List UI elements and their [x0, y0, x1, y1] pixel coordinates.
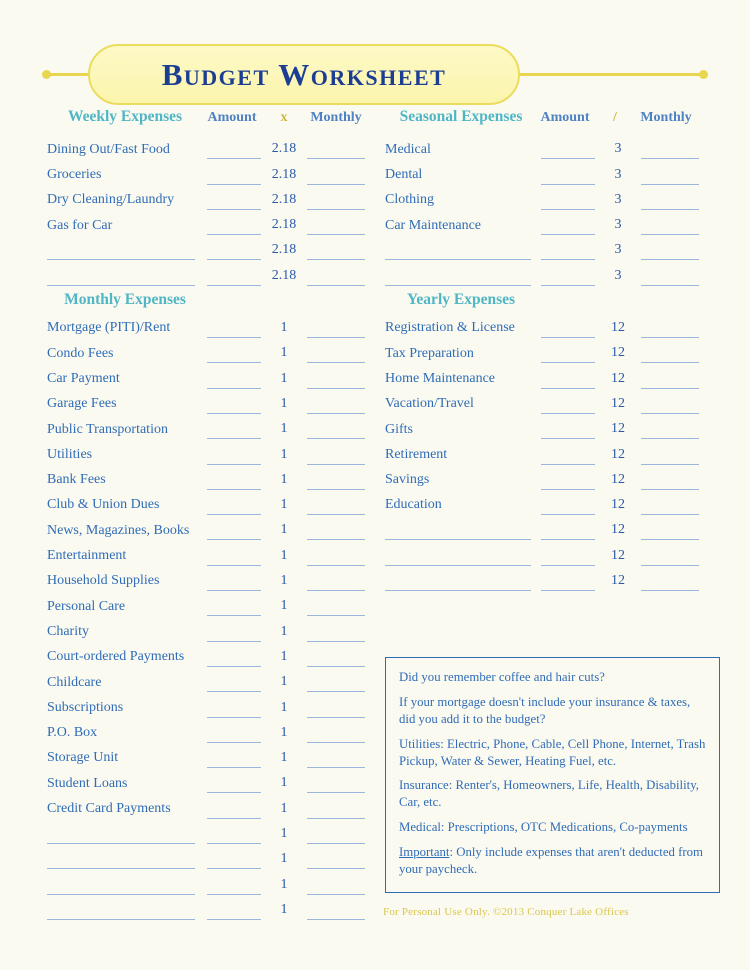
- amount-field-line[interactable]: [541, 322, 595, 338]
- expense-label: Groceries: [47, 166, 102, 182]
- expense-label: Utilities: [47, 446, 93, 462]
- amount-field-line[interactable]: [207, 752, 261, 768]
- monthly-field-line[interactable]: [307, 347, 365, 363]
- expense-row: [385, 363, 701, 388]
- multiplier-value: 12: [611, 446, 625, 462]
- monthly-field-line[interactable]: [307, 219, 365, 235]
- expense-row: [47, 768, 367, 793]
- multiplier-value: 1: [280, 446, 288, 462]
- expense-row: [385, 159, 701, 184]
- multiplier-value: 1: [280, 320, 288, 336]
- expense-label: P.O. Box: [47, 725, 98, 741]
- multiplier-value: 12: [611, 547, 625, 563]
- multiplier-value: 12: [611, 522, 625, 538]
- multiplier-value: 2.18: [271, 191, 297, 207]
- amount-field-line[interactable]: [207, 270, 261, 286]
- monthly-field-line[interactable]: [307, 702, 365, 718]
- monthly-field-line[interactable]: [641, 499, 699, 515]
- multiplier-value: 1: [280, 573, 288, 589]
- expense-label: Retirement: [385, 446, 448, 462]
- expense-label: Car Maintenance: [385, 217, 482, 233]
- amount-field-line[interactable]: [541, 423, 595, 439]
- multiplier-value: 2.18: [271, 267, 297, 283]
- blank-label-line[interactable]: [385, 573, 531, 591]
- tips-box: [385, 657, 720, 893]
- expense-label: Car Payment: [47, 370, 120, 386]
- monthly-field-line[interactable]: [307, 904, 365, 920]
- amount-field-line[interactable]: [207, 879, 261, 895]
- amount-field-line[interactable]: [207, 347, 261, 363]
- expense-row: [385, 515, 701, 540]
- expense-row: [385, 414, 701, 439]
- multiplier-value: 1: [280, 724, 288, 740]
- amount-field-line[interactable]: [207, 550, 261, 566]
- expense-row: [47, 313, 367, 338]
- amount-field-line[interactable]: [207, 676, 261, 692]
- amount-field-line[interactable]: [207, 727, 261, 743]
- expense-row: [47, 667, 367, 692]
- monthly-field-line[interactable]: [307, 143, 365, 159]
- title-band: [0, 0, 750, 112]
- monthly-field-line[interactable]: [307, 474, 365, 490]
- expense-row: [47, 591, 367, 616]
- expense-label: Storage Unit: [47, 750, 119, 766]
- expense-row: [47, 439, 367, 464]
- monthly-field-line[interactable]: [307, 575, 365, 591]
- tip-item: Medical: Prescriptions, OTC Medications, Co-payments: [399, 820, 688, 835]
- blank-label-line[interactable]: [47, 242, 195, 260]
- title-badge: [88, 44, 520, 105]
- expense-row: [385, 210, 701, 235]
- expense-label: Charity: [47, 623, 89, 639]
- expense-row: [385, 338, 701, 363]
- monthly-field-line[interactable]: [641, 270, 699, 286]
- multiplier-value: 2.18: [271, 217, 297, 233]
- expense-row: [385, 465, 701, 490]
- multiplier-value: 3: [614, 242, 622, 258]
- monthly-column-header: Monthly: [640, 110, 692, 125]
- multiplier-value: 1: [280, 648, 288, 664]
- monthly-field-line[interactable]: [641, 244, 699, 260]
- multiplier-value: 3: [614, 141, 622, 157]
- monthly-field-line[interactable]: [307, 322, 365, 338]
- monthly-field-line[interactable]: [307, 752, 365, 768]
- monthly-field-line[interactable]: [641, 373, 699, 389]
- expense-row: [385, 235, 701, 260]
- monthly-field-line[interactable]: [641, 550, 699, 566]
- monthly-field-line[interactable]: [307, 423, 365, 439]
- expense-label: Bank Fees: [47, 472, 106, 488]
- amount-field-line[interactable]: [207, 373, 261, 389]
- tip-item: Important: Only include expenses that aren't deducted from your paycheck.: [399, 845, 704, 877]
- expense-row: [47, 844, 367, 869]
- expense-label: Medical: [385, 141, 431, 157]
- monthly-field-line[interactable]: [641, 423, 699, 439]
- expense-label: Public Transportation: [47, 421, 168, 437]
- blank-label-line[interactable]: [385, 522, 531, 540]
- amount-column-header: Amount: [540, 110, 590, 125]
- expense-row: [47, 642, 367, 667]
- monthly-field-line[interactable]: [641, 169, 699, 185]
- monthly-field-line[interactable]: [307, 169, 365, 185]
- expense-label: Subscriptions: [47, 699, 124, 715]
- blank-label-line[interactable]: [47, 268, 195, 286]
- expense-label: Garage Fees: [47, 396, 117, 412]
- amount-field-line[interactable]: [207, 803, 261, 819]
- multiplier-value: 12: [611, 370, 625, 386]
- amount-field-line[interactable]: [541, 143, 595, 159]
- monthly-rows: [47, 313, 367, 920]
- expense-row: [47, 819, 367, 844]
- amount-field-line[interactable]: [207, 828, 261, 844]
- expense-row: [47, 235, 367, 260]
- multiplier-value: 1: [280, 901, 288, 917]
- expense-row: [47, 490, 367, 515]
- blank-label-line[interactable]: [47, 877, 195, 895]
- rule-end-dot-left: [42, 70, 51, 79]
- expense-row: [47, 338, 367, 363]
- tip-item: If your mortgage doesn't include your insurance & taxes, did you add it to the budget?: [399, 694, 691, 726]
- tips-list: [399, 669, 706, 878]
- expense-row: [47, 793, 367, 818]
- blank-label-line[interactable]: [47, 851, 195, 869]
- monthly-field-line[interactable]: [307, 524, 365, 540]
- amount-field-line[interactable]: [541, 270, 595, 286]
- amount-field-line[interactable]: [207, 244, 261, 260]
- multiplier-value: 1: [280, 674, 288, 690]
- amount-column-header: Amount: [207, 110, 257, 125]
- weekly-section-title: Weekly Expenses: [67, 108, 183, 125]
- multiplier-value: 1: [280, 421, 288, 437]
- expense-row: [47, 515, 367, 540]
- seasonal-header-row: [385, 108, 701, 134]
- expense-label: Registration & License: [385, 320, 515, 336]
- expense-row: [47, 465, 367, 490]
- multiplier-value: 1: [280, 345, 288, 361]
- expense-row: [385, 439, 701, 464]
- expense-row: [47, 260, 367, 285]
- monthly-field-line[interactable]: [307, 651, 365, 667]
- monthly-field-line[interactable]: [641, 347, 699, 363]
- multiplier-value: 1: [280, 370, 288, 386]
- monthly-field-line[interactable]: [307, 803, 365, 819]
- monthly-field-line[interactable]: [641, 143, 699, 159]
- page-title: Budget Worksheet: [161, 56, 447, 92]
- multiplier-value: 3: [614, 267, 622, 283]
- right-column: [385, 108, 701, 591]
- monthly-field-line[interactable]: [307, 449, 365, 465]
- expense-label: Dental: [385, 166, 423, 182]
- multiplier-value: 1: [280, 547, 288, 563]
- weekly-header-row: [47, 108, 367, 134]
- blank-label-line[interactable]: [385, 548, 531, 566]
- expense-label: Student Loans: [47, 775, 128, 791]
- expense-row: [47, 159, 367, 184]
- multiplier-value: 1: [280, 775, 288, 791]
- amount-field-line[interactable]: [541, 244, 595, 260]
- monthly-field-line[interactable]: [641, 398, 699, 414]
- footer-note: For Personal Use Only. ©2013 Conquer Lake Offices: [383, 906, 629, 918]
- yearly-section-title: Yearly Expenses: [406, 290, 516, 308]
- multiplier-value: 12: [611, 497, 625, 513]
- monthly-field-line[interactable]: [307, 626, 365, 642]
- tip-item: Did you remember coffee and hair cuts?: [399, 670, 605, 684]
- expense-row: [385, 185, 701, 210]
- amount-field-line[interactable]: [207, 524, 261, 540]
- expense-row: [47, 566, 367, 591]
- expense-row: [47, 895, 367, 920]
- expense-row: [47, 185, 367, 210]
- amount-field-line[interactable]: [207, 600, 261, 616]
- amount-field-line[interactable]: [207, 651, 261, 667]
- expense-label: Personal Care: [47, 598, 126, 614]
- amount-field-line[interactable]: [541, 474, 595, 490]
- expense-label: Gifts: [385, 421, 413, 437]
- monthly-field-line[interactable]: [307, 777, 365, 793]
- expense-row: [47, 692, 367, 717]
- monthly-field-line[interactable]: [641, 575, 699, 591]
- multiplier-value: 1: [280, 471, 288, 487]
- multiplier-value: 12: [611, 320, 625, 336]
- expense-label: Gas for Car: [47, 217, 113, 233]
- expense-label: Vacation/Travel: [385, 396, 474, 412]
- multiplier-value: 1: [280, 851, 288, 867]
- monthly-field-line[interactable]: [307, 550, 365, 566]
- monthly-field-line[interactable]: [641, 524, 699, 540]
- amount-field-line[interactable]: [541, 575, 595, 591]
- multiplier-value: 12: [611, 421, 625, 437]
- amount-field-line[interactable]: [541, 449, 595, 465]
- amount-field-line[interactable]: [207, 423, 261, 439]
- amount-field-line[interactable]: [207, 904, 261, 920]
- amount-field-line[interactable]: [541, 194, 595, 210]
- seasonal-rows: [385, 134, 701, 286]
- multiplier-value: 1: [280, 800, 288, 816]
- expense-row: [47, 389, 367, 414]
- monthly-field-line[interactable]: [307, 194, 365, 210]
- expense-label: Mortgage (PITI)/Rent: [47, 320, 171, 336]
- multiplier-value: 12: [611, 471, 625, 487]
- expense-row: [385, 134, 701, 159]
- multiplier-value: 1: [280, 750, 288, 766]
- expense-label: Credit Card Payments: [47, 801, 171, 817]
- expense-label: Dry Cleaning/Laundry: [47, 192, 175, 208]
- expense-row: [47, 616, 367, 641]
- tip-item: Utilities: Electric, Phone, Cable, Cell Phone, Internet, Trash Pickup, Water & Sewer, Heating Fuel, etc.: [399, 736, 706, 768]
- expense-label: Court-ordered Payments: [47, 649, 185, 665]
- multiplier-value: 3: [614, 217, 622, 233]
- amount-field-line[interactable]: [207, 777, 261, 793]
- multiplier-value: 1: [280, 522, 288, 538]
- expense-row: [47, 869, 367, 894]
- multiplier-value: 12: [611, 573, 625, 589]
- multiplier-value: 1: [280, 826, 288, 842]
- amount-field-line[interactable]: [541, 347, 595, 363]
- expense-label: Household Supplies: [47, 573, 160, 589]
- monthly-column-header: Monthly: [310, 110, 362, 125]
- amount-field-line[interactable]: [207, 626, 261, 642]
- amount-field-line[interactable]: [207, 449, 261, 465]
- monthly-field-line[interactable]: [307, 244, 365, 260]
- expense-label: News, Magazines, Books: [47, 522, 190, 538]
- blank-label-line[interactable]: [385, 242, 531, 260]
- multiplier-value: 1: [280, 598, 288, 614]
- expense-row: [385, 490, 701, 515]
- monthly-field-line[interactable]: [307, 499, 365, 515]
- amount-field-line[interactable]: [207, 474, 261, 490]
- expense-label: Savings: [385, 472, 430, 488]
- monthly-field-line[interactable]: [641, 449, 699, 465]
- expense-row: [385, 389, 701, 414]
- divide-operator: /: [613, 110, 617, 125]
- monthly-field-line[interactable]: [641, 474, 699, 490]
- expense-label: Entertainment: [47, 548, 127, 564]
- expense-label: Dining Out/Fast Food: [47, 141, 170, 157]
- monthly-field-line[interactable]: [307, 879, 365, 895]
- monthly-field-line[interactable]: [641, 219, 699, 235]
- multiplier-value: 1: [280, 876, 288, 892]
- monthly-field-line[interactable]: [307, 727, 365, 743]
- monthly-field-line[interactable]: [307, 676, 365, 692]
- amount-field-line[interactable]: [207, 702, 261, 718]
- expense-row: [385, 566, 701, 591]
- amount-field-line[interactable]: [541, 524, 595, 540]
- tip-item: Insurance: Renter's, Homeowners, Life, Health, Disability, Car, etc.: [399, 778, 699, 810]
- amount-field-line[interactable]: [541, 499, 595, 515]
- expense-label: Childcare: [47, 674, 102, 690]
- amount-field-line[interactable]: [541, 550, 595, 566]
- blank-label-line[interactable]: [47, 826, 195, 844]
- monthly-field-line[interactable]: [307, 600, 365, 616]
- expense-row: [385, 260, 701, 285]
- amount-field-line[interactable]: [207, 575, 261, 591]
- monthly-field-line[interactable]: [307, 373, 365, 389]
- multiplier-value: 1: [280, 623, 288, 639]
- expense-row: [47, 743, 367, 768]
- amount-field-line[interactable]: [207, 322, 261, 338]
- monthly-field-line[interactable]: [307, 398, 365, 414]
- expense-row: [47, 210, 367, 235]
- monthly-field-line[interactable]: [641, 194, 699, 210]
- amount-field-line[interactable]: [541, 219, 595, 235]
- expense-label: Clothing: [385, 192, 435, 208]
- monthly-field-line[interactable]: [307, 828, 365, 844]
- multiplier-value: 12: [611, 345, 625, 361]
- monthly-field-line[interactable]: [641, 322, 699, 338]
- amount-field-line[interactable]: [541, 169, 595, 185]
- multiplier-value: 1: [280, 395, 288, 411]
- amount-field-line[interactable]: [207, 853, 261, 869]
- multiply-operator: x: [280, 110, 288, 125]
- expense-label: Condo Fees: [47, 345, 114, 361]
- monthly-field-line[interactable]: [307, 853, 365, 869]
- expense-label: Education: [385, 497, 442, 513]
- amount-field-line[interactable]: [207, 169, 261, 185]
- expense-row: [47, 540, 367, 565]
- amount-field-line[interactable]: [541, 373, 595, 389]
- multiplier-value: 12: [611, 395, 625, 411]
- multiplier-value: 3: [614, 191, 622, 207]
- multiplier-value: 2.18: [271, 141, 297, 157]
- weekly-rows: [47, 134, 367, 286]
- amount-field-line[interactable]: [207, 143, 261, 159]
- expense-row: [47, 414, 367, 439]
- blank-label-line[interactable]: [385, 268, 531, 286]
- monthly-field-line[interactable]: [307, 270, 365, 286]
- expense-label: Club & Union Dues: [47, 497, 160, 513]
- left-column: [47, 108, 367, 920]
- amount-field-line[interactable]: [541, 398, 595, 414]
- multiplier-value: 3: [614, 166, 622, 182]
- blank-label-line[interactable]: [47, 902, 195, 920]
- multiplier-value: 2.18: [271, 166, 297, 182]
- yearly-rows: [385, 313, 701, 591]
- expense-row: [47, 134, 367, 159]
- multiplier-value: 1: [280, 699, 288, 715]
- amount-field-line[interactable]: [207, 194, 261, 210]
- multiplier-value: 2.18: [271, 242, 297, 258]
- amount-field-line[interactable]: [207, 219, 261, 235]
- expense-row: [47, 718, 367, 743]
- expense-label: Home Maintenance: [385, 370, 496, 386]
- amount-field-line[interactable]: [207, 398, 261, 414]
- expense-row: [47, 363, 367, 388]
- seasonal-section-title: Seasonal Expenses: [399, 108, 523, 125]
- rule-end-dot-right: [699, 70, 708, 79]
- expense-label: Tax Preparation: [385, 345, 474, 361]
- expense-row: [385, 313, 701, 338]
- expense-row: [385, 540, 701, 565]
- amount-field-line[interactable]: [207, 499, 261, 515]
- multiplier-value: 1: [280, 497, 288, 513]
- monthly-section-title: Monthly Expenses: [64, 290, 186, 308]
